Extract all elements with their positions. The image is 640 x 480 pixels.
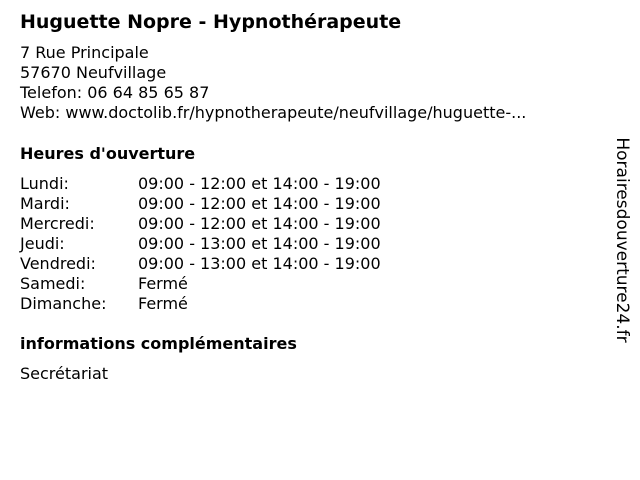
hours-row-sunday bbox=[20, 294, 600, 314]
day-hours: 09:00 - 12:00 et 14:00 - 19:00 bbox=[138, 174, 381, 193]
phone-number: Telefon: 06 64 85 65 87 bbox=[20, 83, 210, 102]
hours-heading: Heures d'ouverture bbox=[20, 144, 196, 163]
day-label: Jeudi: bbox=[20, 234, 65, 253]
day-hours: Fermé bbox=[138, 294, 188, 313]
day-hours: 09:00 - 13:00 et 14:00 - 19:00 bbox=[138, 254, 381, 273]
hours-row-wednesday bbox=[20, 214, 600, 234]
day-label: Samedi: bbox=[20, 274, 86, 293]
info-text: Secrétariat bbox=[20, 364, 109, 383]
day-label: Lundi: bbox=[20, 174, 69, 193]
day-hours: Fermé bbox=[138, 274, 188, 293]
address-street: 7 Rue Principale bbox=[20, 43, 149, 62]
day-hours: 09:00 - 12:00 et 14:00 - 19:00 bbox=[138, 194, 381, 213]
business-card bbox=[20, 10, 600, 384]
opening-hours-table bbox=[20, 174, 600, 314]
day-label: Mercredi: bbox=[20, 214, 95, 233]
site-watermark: Horairesdouverture24.fr bbox=[612, 137, 632, 343]
day-hours: 09:00 - 13:00 et 14:00 - 19:00 bbox=[138, 234, 381, 253]
hours-row-thursday bbox=[20, 234, 600, 254]
website-link: Web: www.doctolib.fr/hypnotherapeute/neufvillage/huguette-... bbox=[20, 103, 527, 122]
day-label: Mardi: bbox=[20, 194, 70, 213]
contact-block bbox=[20, 43, 600, 123]
hours-row-friday bbox=[20, 254, 600, 274]
address-city: 57670 Neufvillage bbox=[20, 63, 167, 82]
day-label: Vendredi: bbox=[20, 254, 96, 273]
day-hours: 09:00 - 12:00 et 14:00 - 19:00 bbox=[138, 214, 381, 233]
hours-row-tuesday bbox=[20, 194, 600, 214]
hours-row-monday bbox=[20, 174, 600, 194]
hours-row-saturday bbox=[20, 274, 600, 294]
day-label: Dimanche: bbox=[20, 294, 107, 313]
business-name: Huguette Nopre - Hypnothérapeute bbox=[20, 11, 402, 33]
info-heading: informations complémentaires bbox=[20, 334, 297, 353]
